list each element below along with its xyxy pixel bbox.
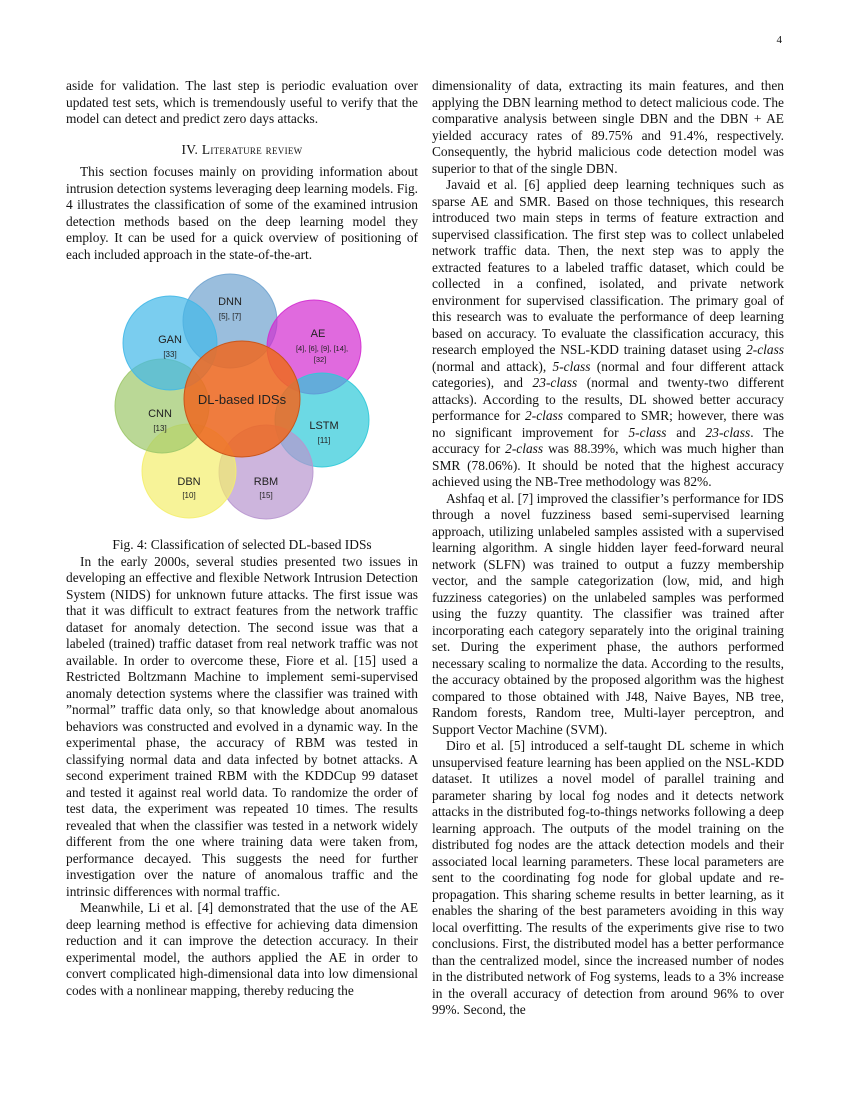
paragraph-diro: Diro et al. [5] introduced a self-taught DL scheme in which unsupervised feature learning has been applied on the NSL-KDD dataset. It utilizes a novel model of parallel training and parameter sharing by local fog nodes and it detects network attacks in the distributed fog-to-things networks following a deep learning approach. The outputs of the model training on the distributed fog nodes are the attack detection models and their associated local learning parameters. These local parameters are sent to the coordinating fog node for global update and re-propagation. This sharing scheme results in better learning, as it enables the sharing of the best parameters avoiding in this way local overfitting. The results of the experiments give rise to two conclusions. First, the distributed model has a better performance than the centralized model, since the increased number of nodes in the distributed network of Fog systems, leads to a 3% increase in the overall accuracy of detection from around 96% to over 99%. Second, the: [432, 738, 784, 1017]
left-column: [66, 78, 418, 999]
refs-dbn: [10]: [182, 491, 196, 500]
paragraph-intro: aside for validation. The last step is periodic evaluation over updated test sets, which is tremendously useful to verify that the model can detect and predict zero days attacks.: [66, 78, 418, 126]
javaid-text-3: (normal and four different attack categories), and: [432, 358, 784, 390]
refs-dnn: [5], [7]: [218, 312, 242, 321]
javaid-em-5class: 5-class: [552, 358, 591, 374]
javaid-em-2class: 2-class: [746, 342, 784, 357]
section-number: IV.: [181, 141, 199, 157]
refs-rbm: [15]: [259, 491, 273, 500]
refs-ae-2: [32]: [313, 355, 327, 364]
label-cnn: CNN: [148, 408, 172, 420]
refs-ae: [4], [6], [9], [14],: [295, 344, 349, 353]
venn-svg: [66, 271, 418, 531]
label-ae: AE: [310, 328, 326, 340]
paragraph-early-2000s: In the early 2000s, several studies presented two issues in developing an effective and flexible Network Intrusion Detection System (NIDS) for unknown future attacks. The first issue was that it was difficult to extract features from the network traffic dataset for anomaly detection. The second issue was that a labeled (trained) traffic dataset from real network traffic was not available. In order to overcome these, Fiore et al. [15] used a Restricted Boltzmann Machine to implement semi-supervised anomaly detection systems where the classifier was trained with ”normal” traffic data only, so that knowledge about anomalous behaviors was constructed and evolved in a dynamic way. In the experimental phase, the accuracy of RBM was tested in classifying normal data and data infected by botnet attacks. A second experiment trained RBM with the KDDCup 99 dataset and tested it against real world data. To randomize the order of test data, the experiment was repeated 10 times. The results revealed that when the classifier was tested in a network widely different from the one where training data were taken from, performance decayed. This suggests the need for further investigation over the nature of anomalous traffic and the intrinsic differences with normal traffic.: [66, 553, 418, 899]
javaid-text-2: (normal and attack),: [432, 358, 553, 374]
page-number: 4: [776, 34, 782, 46]
javaid-text-7: . The accuracy for: [432, 424, 784, 456]
paragraph-meanwhile: Meanwhile, Li et al. [4] demonstrated that the use of the AE deep learning method is effective for achieving data dimension reduction and it can improve the detection accuracy. In their experimental model, the authors applied the AE in order to convert complicated high-dimensional data into low dimensional codes with a nonlinear mapping, thereby reducing the: [66, 900, 418, 998]
javaid-text-4: (normal and twenty-two different attacks). According to the results, DL showed better accuracy performance for: [432, 375, 784, 423]
label-dnn: DNN: [218, 296, 242, 308]
label-center: DL-based IDSs: [197, 392, 287, 407]
paragraph-dbn: dimensionality of data, extracting its main features, and then applying the DBN learning method to detect malicious code. The comparative analysis between single DBN and the DBN + AE yielded accuracy rates of 89.75% and 91.4%, respectively. Consequently, the hybrid malicious code detection model was superior to that of the single DBN.: [432, 78, 784, 176]
javaid-em-23class-b: 23-class: [705, 424, 751, 440]
refs-lstm: [11]: [317, 436, 331, 445]
javaid-em-23class: 23-class: [532, 375, 578, 390]
label-gan: GAN: [158, 334, 182, 346]
label-rbm: RBM: [253, 476, 279, 488]
paragraph-section-intro: This section focuses mainly on providing information about intrusion detection systems leveraging deep learning models. Fig. 4 illustrates the classification of some of the examined intrusion detection methods based on the deep learning model they employ. It can be used for a quick overview of positioning of each included approach in the state-of-the-art.: [66, 164, 418, 262]
label-lstm: LSTM: [309, 420, 339, 432]
refs-cnn: [13]: [153, 424, 167, 433]
javaid-em-2class-c: 2-class: [505, 441, 544, 456]
javaid-text-6: and: [666, 424, 706, 440]
figure-venn-diagram: [66, 271, 418, 531]
figure-caption: Fig. 4: Classification of selected DL-based IDSs: [112, 537, 372, 552]
section-title: Literature review: [201, 141, 303, 157]
javaid-text-8: was 88.39%, which was much higher than SMR (78.06%). It should be noted that the highest accuracy achieved using the NB-Tree methodology was 82%.: [432, 441, 784, 489]
label-dbn: DBN: [177, 476, 201, 488]
paragraph-javaid: [432, 177, 784, 491]
javaid-em-5class-b: 5-class: [628, 424, 667, 440]
javaid-text-1: Javaid et al. [6] applied deep learning techniques such as sparse AE and SMR. Based on those techniques, this research introduced two main steps in terms of feature extraction and supervised classification. The first step was to collect unlabeled network traffic data. Then, the next step was to apply the extracted features to a labeled traffic dataset, which could be collected in a confined, isolated, and private network environment for supervised classification. The primary goal of this research was to evaluate the performance of deep learning based on accuracy. To evaluate the classification accuracy, this research employed the NSL-KDD training dataset using: [432, 177, 784, 357]
right-column: [432, 78, 784, 1019]
javaid-text-5: compared to SMR; however, there was no significant improvement for: [432, 408, 784, 440]
refs-gan: [33]: [163, 350, 177, 359]
paragraph-ashfaq: Ashfaq et al. [7] improved the classifier’s performance for IDS through a novel fuzziness based semi-supervised learning approach, utilizing unlabeled samples assisted with a supervised learning algorithm. A single hidden layer feed-forward neural network (SLFN) was trained to output a fuzzy membership vector, and the sample categorization (low, mid, and high fuzziness categories) on the unlabeled samples was performed using the fuzzy quantity. The classifier was trained after incorporating each category separately into the original training set. During the experiment phase, the authors performed necessary scaling to normalize the data. According to the results, the accuracy obtained by the proposed algorithm was the highest compared to those obtained with J48, Naive Bayes, NB tree, Random forests, Random tree, Multi-layer perceptron, and Support Vector Machine (SVM).: [432, 490, 784, 737]
section-heading: [66, 142, 418, 159]
javaid-em-2class-b: 2-class: [525, 408, 563, 423]
